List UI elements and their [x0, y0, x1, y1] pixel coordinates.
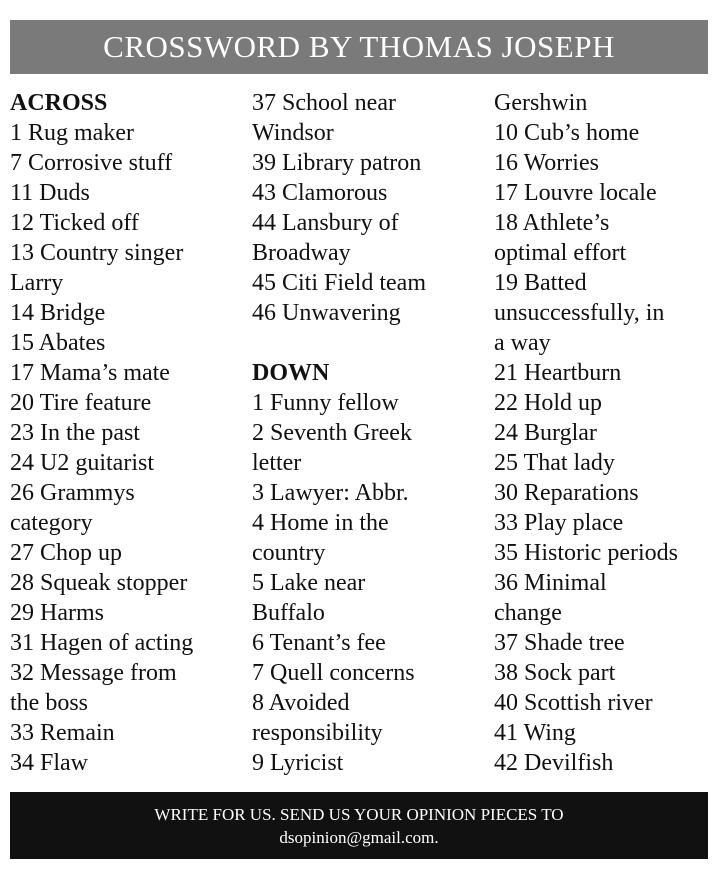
clue-line: 38 Sock part [494, 660, 616, 686]
clue-line: 22 Hold up [494, 390, 602, 416]
clue-line: letter [252, 450, 302, 476]
clue-line: 35 Historic periods [494, 540, 678, 566]
clue-line: 34 Flaw [10, 750, 88, 776]
clue-line: 17 Mama’s mate [10, 360, 170, 386]
clue-line: 24 Burglar [494, 420, 597, 446]
clue-line: 4 Home in the [252, 510, 389, 536]
clue-line: 37 School near [252, 90, 396, 116]
clue-line: Buffalo [252, 600, 325, 626]
clue-column-2 [252, 88, 490, 778]
clue-line: 33 Remain [10, 720, 115, 746]
clue-line: 7 Corrosive stuff [10, 150, 173, 176]
clue-line: 20 Tire feature [10, 390, 152, 416]
clue-line: 12 Ticked off [10, 210, 139, 236]
clue-line: unsuccessfully, in [494, 300, 665, 326]
clue-line: 15 Abates [10, 330, 106, 356]
clue-line: 19 Batted [494, 270, 587, 296]
clue-line: 1 Funny fellow [252, 390, 399, 416]
clue-line: 11 Duds [10, 180, 90, 206]
clue-line: 17 Louvre locale [494, 180, 657, 206]
clue-line: Broadway [252, 240, 351, 266]
across-clue-list-continued [252, 88, 490, 328]
clue-line: 7 Quell concerns [252, 660, 415, 686]
clue-line: 14 Bridge [10, 300, 106, 326]
clue-line: 46 Unwavering [252, 300, 401, 326]
clue-line: 42 Devilfish [494, 750, 614, 776]
clue-line: 40 Scottish river [494, 690, 653, 716]
clue-line: 24 U2 guitarist [10, 450, 154, 476]
across-clue-list [10, 118, 248, 778]
clue-column-1 [10, 88, 248, 778]
clue-line: 18 Athlete’s [494, 210, 610, 236]
clue-line: 21 Heartburn [494, 360, 622, 386]
down-clue-list-continued [494, 88, 716, 778]
clue-line: 8 Avoided [252, 690, 350, 716]
down-heading: DOWN [252, 360, 330, 386]
clue-line: country [252, 540, 326, 566]
clue-line: 30 Reparations [494, 480, 639, 506]
clue-line: 33 Play place [494, 510, 624, 536]
clue-line: 32 Message from [10, 660, 177, 686]
clue-line: 29 Harms [10, 600, 104, 626]
across-heading: ACROSS [10, 90, 108, 116]
clue-line: 44 Lansbury of [252, 210, 399, 236]
clue-line: 39 Library patron [252, 150, 422, 176]
clue-line: 45 Citi Field team [252, 270, 426, 296]
footer-banner [10, 792, 708, 859]
clue-line: the boss [10, 690, 88, 716]
clue-line: 31 Hagen of acting [10, 630, 194, 656]
clue-line: 1 Rug maker [10, 120, 134, 146]
clue-line: Larry [10, 270, 64, 296]
clue-line: 43 Clamorous [252, 180, 388, 206]
clue-line: Gershwin [494, 90, 588, 116]
clue-line: Windsor [252, 120, 334, 146]
clue-line: 6 Tenant’s fee [252, 630, 386, 656]
clue-line: 41 Wing [494, 720, 576, 746]
clue-line: 23 In the past [10, 420, 140, 446]
footer-email[interactable]: dsopinion@gmail.com. [279, 827, 439, 847]
clue-line: 9 Lyricist [252, 750, 344, 776]
clue-line: optimal effort [494, 240, 627, 266]
down-clue-list [252, 388, 490, 778]
clue-line: change [494, 600, 562, 626]
clue-line: 16 Worries [494, 150, 599, 176]
clue-line: 25 That lady [494, 450, 615, 476]
clue-line: category [10, 510, 93, 536]
clue-column-3 [494, 88, 716, 778]
page-title: CROSSWORD BY THOMAS JOSEPH [10, 20, 708, 74]
clue-line: 36 Minimal [494, 570, 607, 596]
clue-line: 5 Lake near [252, 570, 366, 596]
clue-line: 26 Grammys [10, 480, 135, 506]
clue-line: a way [494, 330, 551, 356]
clue-line: 13 Country singer [10, 240, 184, 266]
clue-line: responsibility [252, 720, 383, 746]
section-spacer [252, 328, 490, 358]
clue-line: 28 Squeak stopper [10, 570, 188, 596]
clue-line: 3 Lawyer: Abbr. [252, 480, 409, 506]
clue-line: 27 Chop up [10, 540, 123, 566]
clue-line: 37 Shade tree [494, 630, 625, 656]
clue-line: 10 Cub’s home [494, 120, 640, 146]
clue-line: 2 Seventh Greek [252, 420, 412, 446]
footer-line-1: WRITE FOR US. SEND US YOUR OPINION PIECES TO [154, 804, 564, 824]
